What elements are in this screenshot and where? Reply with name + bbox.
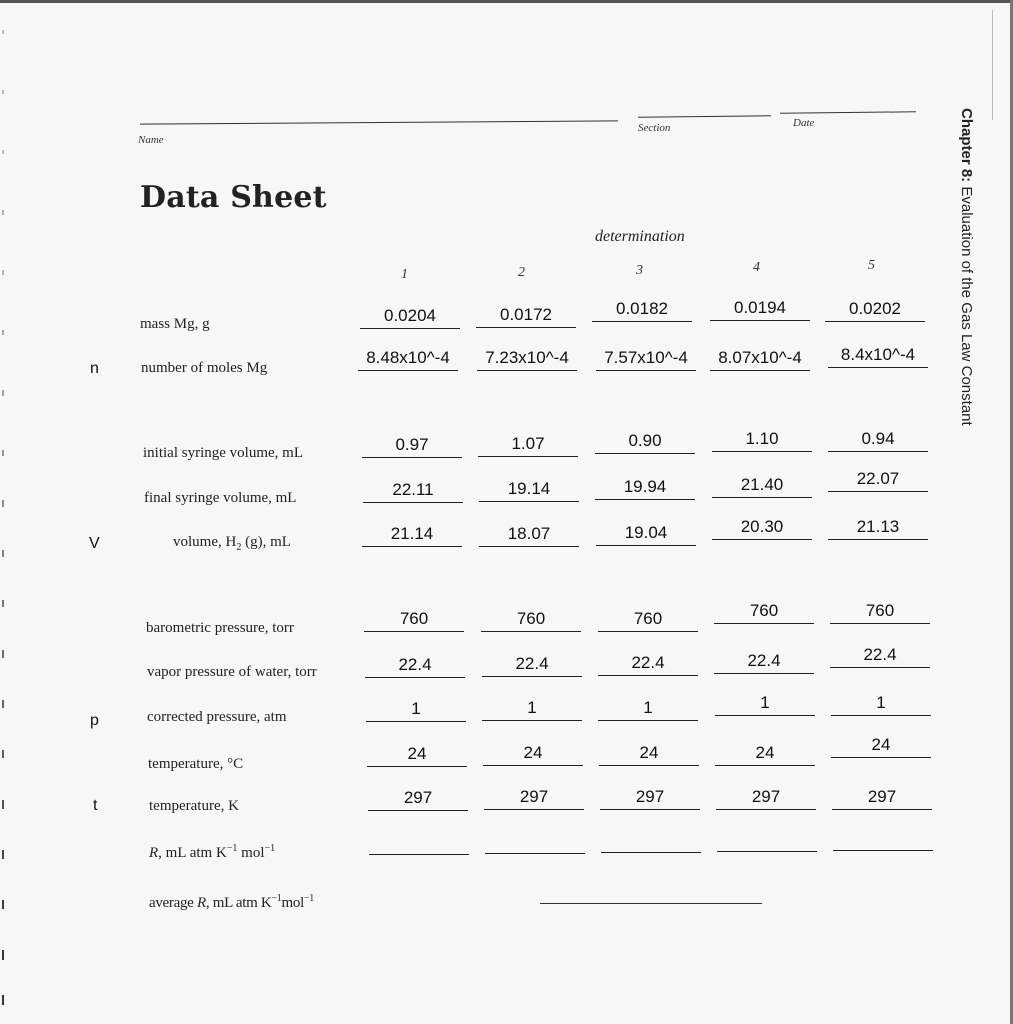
cell-mass-2[interactable]: 0.0172 <box>476 302 576 328</box>
cell-corrected-2[interactable]: 1 <box>482 695 582 721</box>
cell-temp-k-1[interactable]: 297 <box>368 785 468 811</box>
determination-label: determination <box>595 228 685 245</box>
cell-moles-5[interactable]: 8.4x10^-4 <box>828 342 928 368</box>
cell-corrected-5[interactable]: 1 <box>831 690 931 716</box>
cell-temp-k-2[interactable]: 297 <box>484 784 584 810</box>
cell-moles-2[interactable]: 7.23x10^-4 <box>477 345 577 371</box>
cell-vapor-4[interactable]: 22.4 <box>714 648 814 674</box>
cell-initial-volume-2[interactable]: 1.07 <box>478 431 578 457</box>
cell-vapor-3[interactable]: 22.4 <box>598 650 698 676</box>
row-label-mass: mass Mg, g <box>140 316 210 332</box>
chapter-number: Chapter 8: <box>958 108 975 183</box>
cell-h2-volume-3[interactable]: 19.04 <box>596 520 696 546</box>
cell-vapor-2[interactable]: 22.4 <box>482 651 582 677</box>
cell-corrected-1[interactable]: 1 <box>366 696 466 722</box>
date-line <box>780 111 916 113</box>
row-label-temp-k: temperature, K <box>149 798 239 814</box>
margin-note-t: t <box>93 797 98 814</box>
column-number-5: 5 <box>868 258 875 273</box>
cell-final-volume-1[interactable]: 22.11 <box>363 477 463 503</box>
row-label-barometric: barometric pressure, torr <box>146 620 294 636</box>
cell-initial-volume-4[interactable]: 1.10 <box>712 426 812 452</box>
page-title: Data Sheet <box>140 180 327 215</box>
cell-vapor-5[interactable]: 22.4 <box>830 642 930 668</box>
column-number-4: 4 <box>753 260 760 275</box>
cell-temp-c-5[interactable]: 24 <box>831 732 931 758</box>
cell-mass-3[interactable]: 0.0182 <box>592 296 692 322</box>
cell-mass-4[interactable]: 0.0194 <box>710 295 810 321</box>
cell-temp-k-3[interactable]: 297 <box>600 784 700 810</box>
section-line <box>638 115 771 117</box>
row-label-final-volume: final syringe volume, mL <box>144 490 297 506</box>
cell-barometric-5[interactable]: 760 <box>830 598 930 624</box>
column-number-2: 2 <box>518 265 525 280</box>
average-r-field[interactable] <box>540 903 762 904</box>
cell-corrected-3[interactable]: 1 <box>598 695 698 721</box>
name-line <box>140 120 618 124</box>
cell-temp-c-1[interactable]: 24 <box>367 741 467 767</box>
cell-temp-k-5[interactable]: 297 <box>832 784 932 810</box>
name-label: Name <box>138 134 164 146</box>
cell-moles-4[interactable]: 8.07x10^-4 <box>710 345 810 371</box>
cell-barometric-1[interactable]: 760 <box>364 606 464 632</box>
cell-r-1[interactable] <box>369 829 469 855</box>
cell-h2-volume-5[interactable]: 21.13 <box>828 514 928 540</box>
row-label-average-r: average R, mL atm $K^{-1}mol^{-1}$ <box>149 893 314 911</box>
cell-barometric-3[interactable]: 760 <box>598 606 698 632</box>
cell-h2-volume-4[interactable]: 20.30 <box>712 514 812 540</box>
cell-h2-volume-1[interactable]: 21.14 <box>362 521 462 547</box>
cell-vapor-1[interactable]: 22.4 <box>365 652 465 678</box>
cell-r-2[interactable] <box>485 828 585 854</box>
binding-holes <box>0 0 14 1024</box>
row-label-initial-volume: initial syringe volume, mL <box>143 445 303 461</box>
cell-r-5[interactable] <box>833 825 933 851</box>
row-label-corrected: corrected pressure, atm <box>147 709 287 725</box>
cell-final-volume-4[interactable]: 21.40 <box>712 472 812 498</box>
row-label-vapor: vapor pressure of water, torr <box>147 664 317 680</box>
chapter-name: Evaluation of the Gas Law Constant <box>958 186 975 426</box>
row-label-h2-volume: volume, $H_2$ (g), mL <box>173 534 291 553</box>
margin-note-p: p <box>90 712 99 729</box>
cell-final-volume-3[interactable]: 19.94 <box>595 474 695 500</box>
cell-moles-1[interactable]: 8.48x10^-4 <box>358 345 458 371</box>
cell-barometric-4[interactable]: 760 <box>714 598 814 624</box>
cell-r-3[interactable] <box>601 827 701 853</box>
margin-note-n: n <box>90 360 99 377</box>
cell-final-volume-5[interactable]: 22.07 <box>828 466 928 492</box>
scan-edge-line <box>992 10 993 120</box>
cell-temp-k-4[interactable]: 297 <box>716 784 816 810</box>
cell-r-4[interactable] <box>717 826 817 852</box>
cell-barometric-2[interactable]: 760 <box>481 606 581 632</box>
cell-temp-c-3[interactable]: 24 <box>599 740 699 766</box>
cell-temp-c-2[interactable]: 24 <box>483 740 583 766</box>
cell-initial-volume-3[interactable]: 0.90 <box>595 428 695 454</box>
row-label-r: R, mL atm $K^{-1}$ mol$^{-1}$ <box>149 843 276 861</box>
cell-moles-3[interactable]: 7.57x10^-4 <box>596 345 696 371</box>
cell-initial-volume-5[interactable]: 0.94 <box>828 426 928 452</box>
section-label: Section <box>638 122 671 134</box>
row-label-temp-c: temperature, °C <box>148 756 244 772</box>
margin-note-v: V <box>89 535 100 552</box>
column-number-1: 1 <box>401 267 408 282</box>
cell-final-volume-2[interactable]: 19.14 <box>479 476 579 502</box>
date-label: Date <box>793 117 815 129</box>
page-border-top <box>0 0 1013 3</box>
cell-temp-c-4[interactable]: 24 <box>715 740 815 766</box>
cell-initial-volume-1[interactable]: 0.97 <box>362 432 462 458</box>
row-label-moles: number of moles Mg <box>141 360 268 376</box>
chapter-title <box>958 108 975 426</box>
cell-corrected-4[interactable]: 1 <box>715 690 815 716</box>
cell-mass-1[interactable]: 0.0204 <box>360 303 460 329</box>
column-number-3: 3 <box>636 263 643 278</box>
cell-h2-volume-2[interactable]: 18.07 <box>479 521 579 547</box>
cell-mass-5[interactable]: 0.0202 <box>825 296 925 322</box>
